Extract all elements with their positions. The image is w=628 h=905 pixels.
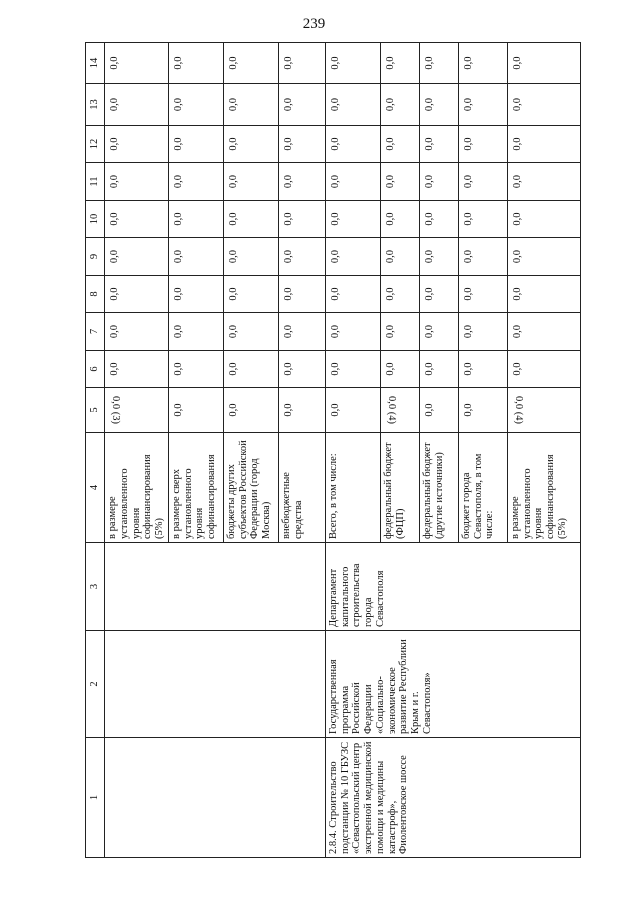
col5-cell-value: 0,0	[423, 403, 435, 417]
value-cell-value: 0,0	[462, 97, 474, 112]
value-cell-value: 0,0	[227, 249, 239, 264]
value-cell	[168, 238, 223, 276]
value-cell	[419, 126, 458, 163]
value-cell	[380, 126, 419, 163]
value-cell	[278, 84, 325, 126]
value-cell	[223, 351, 278, 388]
value-cell-value: 0,0	[172, 324, 184, 339]
value-cell	[380, 84, 419, 126]
value-cell-value: 0,0	[423, 249, 435, 264]
value-cell-value: 0,0	[172, 362, 184, 376]
column-number-10: 10	[86, 201, 105, 238]
value-cell-value: 0,0	[462, 287, 474, 301]
value-cell	[380, 313, 419, 351]
col5-cell	[380, 388, 419, 433]
empty-cell-col-2	[105, 631, 326, 738]
value-cell	[419, 201, 458, 238]
value-cell	[223, 276, 278, 313]
value-cell-value: 0,0	[423, 212, 435, 226]
value-cell-value: 0,0	[329, 287, 341, 301]
value-cell-value: 0,0	[423, 174, 435, 189]
value-cell	[278, 163, 325, 201]
value-cell-value: 0,0	[511, 249, 523, 264]
column-number-11: 11	[86, 163, 105, 201]
empty-cell-col-3	[105, 543, 326, 631]
column-number-7: 7	[86, 313, 105, 351]
value-cell-value: 0,0	[329, 137, 341, 151]
value-cell	[419, 313, 458, 351]
value-cell-value: 0,0	[329, 362, 341, 376]
value-cell-value: 0,0	[462, 249, 474, 264]
value-cell	[105, 351, 169, 388]
value-cell-value: 0,0	[462, 56, 474, 70]
value-cell	[458, 84, 507, 126]
value-cell-value: 0,0	[282, 362, 294, 376]
col5-cell	[223, 388, 278, 433]
value-cell-value: 0,0	[462, 137, 474, 151]
value-cell	[458, 43, 507, 84]
responsible-cell: Департамент капитального строительства города Севастополя	[325, 543, 580, 631]
value-cell	[278, 201, 325, 238]
value-cell-value: 0,0	[423, 362, 435, 376]
value-cell	[380, 351, 419, 388]
source-cell: федеральный бюджет (ФЦП)	[380, 433, 419, 543]
value-cell	[223, 163, 278, 201]
value-cell	[278, 238, 325, 276]
value-cell	[105, 238, 169, 276]
value-cell-value: 0,0	[462, 362, 474, 376]
source-cell: в размере установленного уровня софинансирования (5%)	[105, 433, 169, 543]
value-cell	[223, 126, 278, 163]
source-cell: бюджеты других субъектов Российской Федерации (город Москва)	[223, 433, 278, 543]
value-cell	[419, 238, 458, 276]
column-number-9: 9	[86, 238, 105, 276]
value-cell-value: 0,0	[282, 212, 294, 226]
col5-cell-value: 0,0 (4)	[385, 396, 397, 424]
value-cell-value: 0,0	[172, 97, 184, 112]
value-cell	[458, 276, 507, 313]
source-cell: бюджет города Севастополя, в том числе:	[458, 433, 507, 543]
value-cell	[278, 43, 325, 84]
value-cell-value: 0,0	[462, 324, 474, 339]
value-cell-value: 0,0	[329, 56, 341, 70]
value-cell-value: 0,0	[227, 137, 239, 151]
value-cell	[325, 351, 380, 388]
source-cell: в размере установленного уровня софинансирования (5%)	[507, 433, 580, 543]
value-cell	[419, 43, 458, 84]
column-number-5: 5	[86, 388, 105, 433]
column-number-12: 12	[86, 126, 105, 163]
value-cell-value: 0,0	[423, 97, 435, 112]
value-cell	[419, 163, 458, 201]
column-number-2: 2	[86, 631, 105, 738]
value-cell	[507, 238, 580, 276]
value-cell	[105, 43, 169, 84]
value-cell	[458, 163, 507, 201]
value-cell	[380, 238, 419, 276]
value-cell	[168, 84, 223, 126]
value-cell	[278, 313, 325, 351]
value-cell-value: 0,0	[384, 137, 396, 151]
value-cell	[380, 163, 419, 201]
column-number-13: 13	[86, 84, 105, 126]
budget-table	[85, 42, 581, 858]
col5-cell	[278, 388, 325, 433]
value-cell-value: 0,0	[109, 362, 120, 376]
col5-cell-value: 0,0	[329, 403, 341, 417]
value-cell	[105, 276, 169, 313]
value-cell-value: 0,0	[423, 137, 435, 151]
col5-cell	[419, 388, 458, 433]
value-cell-value: 0,0	[423, 287, 435, 301]
source-cell: федеральный бюджет (другие источники)	[419, 433, 458, 543]
column-number-4: 4	[86, 433, 105, 543]
value-cell-value: 0,0	[282, 174, 294, 189]
value-cell	[419, 276, 458, 313]
value-cell	[105, 126, 169, 163]
value-cell	[223, 313, 278, 351]
value-cell-value: 0,0	[282, 324, 294, 339]
column-number-14: 14	[86, 43, 105, 84]
value-cell-value: 0,0	[384, 362, 396, 376]
value-cell-value: 0,0	[172, 212, 184, 226]
value-cell-value: 0,0	[109, 97, 120, 112]
value-cell-value: 0,0	[329, 324, 341, 339]
value-cell	[223, 43, 278, 84]
value-cell	[325, 238, 380, 276]
page-number: 239	[302, 16, 326, 32]
empty-cell-col-1	[105, 738, 326, 858]
value-cell-value: 0,0	[384, 287, 396, 301]
col5-cell-value: 0,0	[227, 403, 239, 417]
column-number-3: 3	[86, 543, 105, 631]
col5-cell-value: 0,0 (4)	[512, 396, 524, 424]
value-cell-value: 0,0	[109, 137, 120, 151]
value-cell	[458, 313, 507, 351]
value-cell-value: 0,0	[227, 56, 239, 70]
col5-cell	[105, 388, 169, 433]
col5-cell-value: 0,0	[462, 403, 474, 417]
value-cell	[380, 201, 419, 238]
value-cell-value: 0,0	[109, 212, 120, 226]
value-cell-value: 0,0	[423, 324, 435, 339]
value-cell	[507, 126, 580, 163]
value-cell	[278, 351, 325, 388]
value-cell	[223, 201, 278, 238]
value-cell	[507, 276, 580, 313]
value-cell	[458, 201, 507, 238]
rotated-table-container	[85, 43, 568, 858]
value-cell	[458, 126, 507, 163]
value-cell	[507, 313, 580, 351]
value-cell	[105, 84, 169, 126]
value-cell	[507, 163, 580, 201]
col5-cell-value: 0,0 (3)	[109, 396, 121, 424]
value-cell-value: 0,0	[227, 362, 239, 376]
value-cell-value: 0,0	[329, 174, 341, 189]
value-cell	[278, 126, 325, 163]
value-cell	[325, 84, 380, 126]
value-cell-value: 0,0	[511, 287, 523, 301]
value-cell	[325, 163, 380, 201]
value-cell	[507, 84, 580, 126]
value-cell-value: 0,0	[384, 324, 396, 339]
value-cell	[168, 313, 223, 351]
value-cell-value: 0,0	[462, 174, 474, 189]
value-cell	[168, 126, 223, 163]
value-cell	[325, 126, 380, 163]
value-cell	[458, 238, 507, 276]
value-cell	[325, 276, 380, 313]
value-cell-value: 0,0	[282, 97, 294, 112]
value-cell	[507, 43, 580, 84]
value-cell-value: 0,0	[511, 137, 523, 151]
value-cell	[507, 201, 580, 238]
item-name-cell: 2.8.4. Строительство подстанции № 10 ГБУЗС «Севастопольский центр экстренной медицинской помощи и медицины катастроф», Фиолентовское шоссе	[325, 738, 580, 858]
value-cell	[168, 201, 223, 238]
program-cell: Государственная программа Российской Федерации «Социально-экономическое развитие Республики Крым и г. Севастополя»	[325, 631, 580, 738]
value-cell-value: 0,0	[329, 249, 341, 264]
value-cell-value: 0,0	[282, 137, 294, 151]
value-cell-value: 0,0	[511, 362, 523, 376]
value-cell-value: 0,0	[172, 287, 184, 301]
source-cell: Всего, в том числе:	[325, 433, 380, 543]
column-number-8: 8	[86, 276, 105, 313]
value-cell-value: 0,0	[172, 249, 184, 264]
value-cell-value: 0,0	[511, 212, 523, 226]
value-cell-value: 0,0	[227, 212, 239, 226]
value-cell	[278, 276, 325, 313]
value-cell-value: 0,0	[282, 249, 294, 264]
value-cell	[105, 201, 169, 238]
value-cell	[223, 84, 278, 126]
value-cell-value: 0,0	[511, 97, 523, 112]
header-row	[86, 43, 105, 858]
value-cell-value: 0,0	[109, 174, 120, 189]
col5-cell-value: 0,0	[172, 403, 184, 417]
value-cell	[325, 313, 380, 351]
value-cell-value: 0,0	[384, 97, 396, 112]
value-cell-value: 0,0	[109, 324, 120, 339]
col5-cell	[458, 388, 507, 433]
value-cell-value: 0,0	[384, 174, 396, 189]
value-cell-value: 0,0	[172, 137, 184, 151]
source-cell: внебюджетные средства	[278, 433, 325, 543]
source-cell: в размере сверх установленного уровня софинансирования	[168, 433, 223, 543]
value-cell-value: 0,0	[384, 249, 396, 264]
value-cell-value: 0,0	[511, 324, 523, 339]
column-number-6: 6	[86, 351, 105, 388]
value-cell-value: 0,0	[511, 174, 523, 189]
col5-cell	[168, 388, 223, 433]
value-cell-value: 0,0	[172, 174, 184, 189]
value-cell-value: 0,0	[227, 324, 239, 339]
value-cell-value: 0,0	[227, 174, 239, 189]
value-cell	[380, 276, 419, 313]
value-cell	[458, 351, 507, 388]
value-cell	[325, 201, 380, 238]
table-row	[105, 43, 169, 858]
col5-cell-value: 0,0	[282, 403, 294, 417]
value-cell	[507, 351, 580, 388]
value-cell-value: 0,0	[172, 56, 184, 70]
value-cell	[168, 43, 223, 84]
value-cell-value: 0,0	[329, 212, 341, 226]
value-cell-value: 0,0	[384, 56, 396, 70]
value-cell-value: 0,0	[423, 56, 435, 70]
value-cell	[105, 163, 169, 201]
value-cell-value: 0,0	[109, 56, 120, 70]
value-cell	[325, 43, 380, 84]
table-row	[325, 43, 380, 858]
value-cell-value: 0,0	[329, 97, 341, 112]
value-cell-value: 0,0	[511, 56, 523, 70]
value-cell	[105, 313, 169, 351]
value-cell	[380, 43, 419, 84]
column-number-1: 1	[86, 738, 105, 858]
value-cell	[419, 351, 458, 388]
col5-cell	[507, 388, 580, 433]
value-cell	[419, 84, 458, 126]
value-cell	[168, 163, 223, 201]
value-cell-value: 0,0	[282, 287, 294, 301]
value-cell	[168, 276, 223, 313]
value-cell-value: 0,0	[109, 249, 120, 264]
value-cell-value: 0,0	[109, 287, 120, 301]
value-cell	[168, 351, 223, 388]
value-cell-value: 0,0	[227, 97, 239, 112]
value-cell-value: 0,0	[384, 212, 396, 226]
value-cell	[223, 238, 278, 276]
col5-cell	[325, 388, 380, 433]
value-cell-value: 0,0	[227, 287, 239, 301]
value-cell-value: 0,0	[282, 56, 294, 70]
value-cell-value: 0,0	[462, 212, 474, 226]
